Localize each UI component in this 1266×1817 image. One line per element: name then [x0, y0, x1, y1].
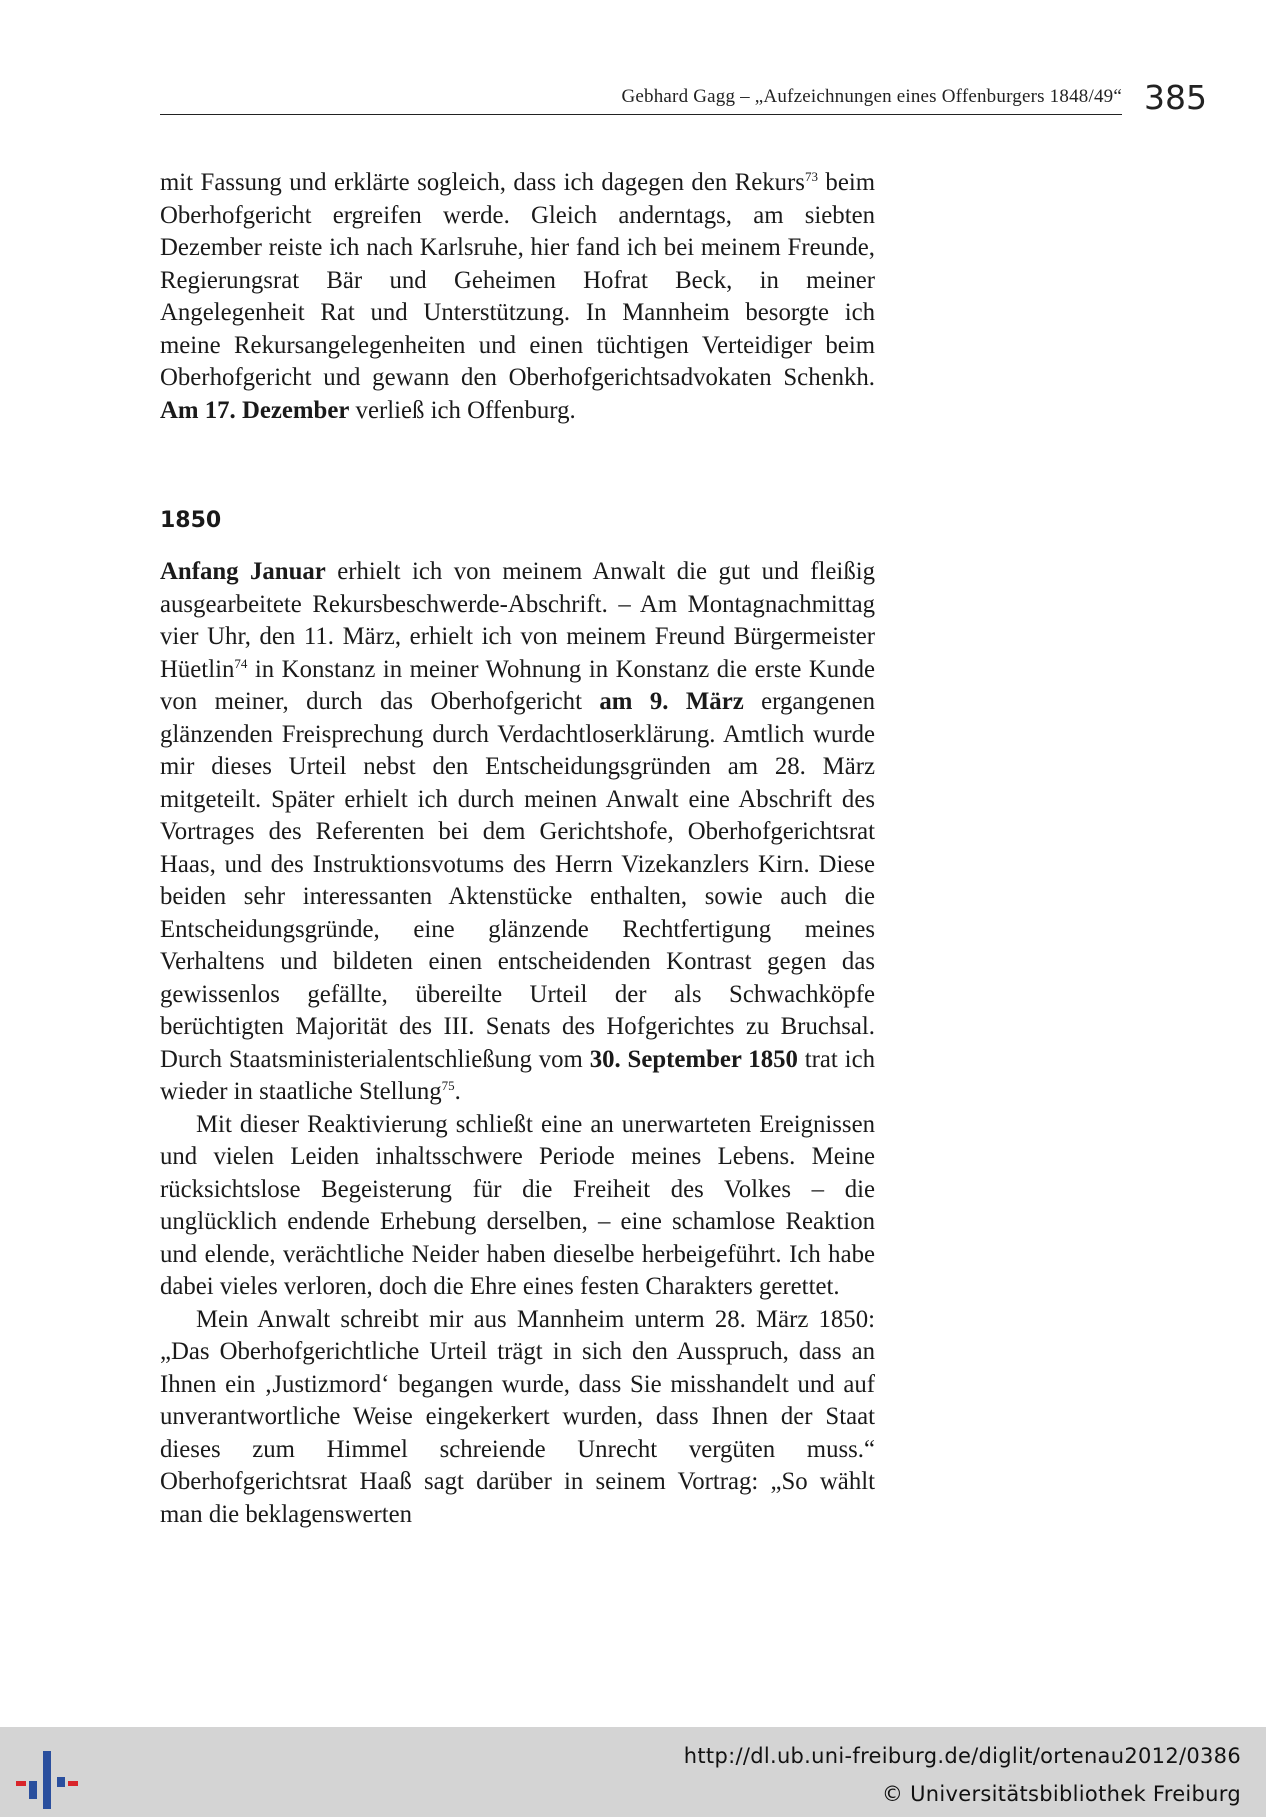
bold-date: Anfang Januar: [160, 558, 326, 585]
text-run: trat ich wieder in staatliche Stellung: [160, 1045, 875, 1105]
paragraph-1: [160, 556, 875, 1109]
section-heading: 1850: [160, 508, 222, 533]
text-run: .: [454, 1078, 461, 1105]
paragraph-continuation: [160, 167, 875, 427]
text-run: mit Fassung und erklärte sogleich, dass ich dagegen den Rekurs: [160, 169, 805, 196]
footer-bar: [0, 1727, 1266, 1817]
text-run: erhielt ich von meinem Anwalt die gut und fleißig ausgearbeitete Rekursbeschwerde-Abschrift. – Am Montagnachmittag vier Uhr, den 11. März, erhielt ich von meinem Freund Bürgermeister Hüetlin: [160, 558, 876, 683]
paragraph-2: Mit dieser Reaktivierung schließt eine an unerwarteten Ereignissen und vielen Leiden inhaltsschwere Periode meines Lebens. Meine rücksichtslose Begeisterung für die Freiheit des Volkes – die unglücklich endende Erhebung derselben, – eine schamlose Reaktion und elende, verächtliche Neider haben dieselbe herbeigeführt. Ich habe dabei vieles verloren, doch die Ehre eines festen Charakters gerettet.: [160, 1110, 875, 1300]
source-url[interactable]: http://dl.ub.uni-freiburg.de/diglit/ortenau2012/0386: [683, 1744, 1241, 1768]
ub-freiburg-logo-icon: [14, 1747, 80, 1813]
page-number: 385: [1144, 78, 1207, 117]
text-run: verließ ich Offenburg.: [349, 396, 576, 424]
text-block-1: [160, 167, 875, 427]
text-run: in Konstanz in meiner Wohnung in Konstanz die erste Kunde von meiner, durch das Oberhofgericht: [160, 655, 875, 715]
text-block-2: [160, 556, 875, 1531]
bold-date: 30. September 1850: [589, 1045, 798, 1073]
bold-date: am 9. März: [599, 688, 744, 715]
text-run: ergangenen glänzenden Freisprechung durch Verdachtloserklärung. Amtlich wurde mir dieses Urteil nebst den Entscheidungsgründen am 28. März mitgeteilt. Später erhielt ich durch meinen Anwalt eine Abschrift des Vortrages des Referenten bei dem Gerichtshofe, Oberhofgerichtsrat Haas, und des Instruktionsvotums des Herrn Vizekanzlers Kirn. Diese beiden sehr interessanten Aktenstücke enthalten, sowie auch die Entscheidungsgründe, eine glänzende Rechtfertigung meines Verhaltens und bildeten einen entscheidenden Kontrast gegen das gewissenlos gefällte, übereilte Urteil der als Schwachköpfe berüchtigten Majorität des III. Senats des Hofgerichtes zu Bruchsal. Durch Staatsministerialentschließung vom: [160, 688, 875, 1073]
text-run: beim Oberhofgericht ergreifen werde. Gleich anderntags, am siebten Dezember reiste ich nach Karlsruhe, hier fand ich bei meinem Freunde, Regierungsrat Bär und Geheimen Hofrat Beck, in meiner Angelegenheit Rat und Unterstützung. In Mannheim besorgte ich meine Rekursangelegenheiten und einen tüchtigen Verteidiger beim Oberhofgericht und gewann den Oberhofgerichtsadvokaten Schenkh.: [160, 169, 875, 391]
copyright-notice: © Universitätsbibliothek Freiburg: [881, 1782, 1241, 1806]
running-title: Gebhard Gagg – „Aufzeichnungen eines Offenburgers 1848/49“: [621, 86, 1122, 107]
footnote-ref-73: 73: [804, 169, 818, 184]
running-header: [160, 78, 1122, 115]
footnote-ref-74: 74: [234, 655, 248, 671]
footnote-ref-75: 75: [441, 1078, 455, 1093]
bold-date: Am 17. Dezember: [160, 396, 350, 424]
paragraph-3: Mein Anwalt schreibt mir aus Mannheim unterm 28. März 1850: „Das Oberhofgerichtliche Urteil trägt in sich den Ausspruch, dass an Ihnen ein ‚Justizmord‘ begangen wurde, dass Sie misshandelt und auf unverantwortliche Weise eingekerkert wurden, dass Ihnen der Staat dieses zum Himmel schreiende Unrecht vergüten muss.“ Oberhofgerichtsrat Haaß sagt darüber in seinem Vortrag: „So wählt man die beklagenswerten: [160, 1305, 875, 1528]
